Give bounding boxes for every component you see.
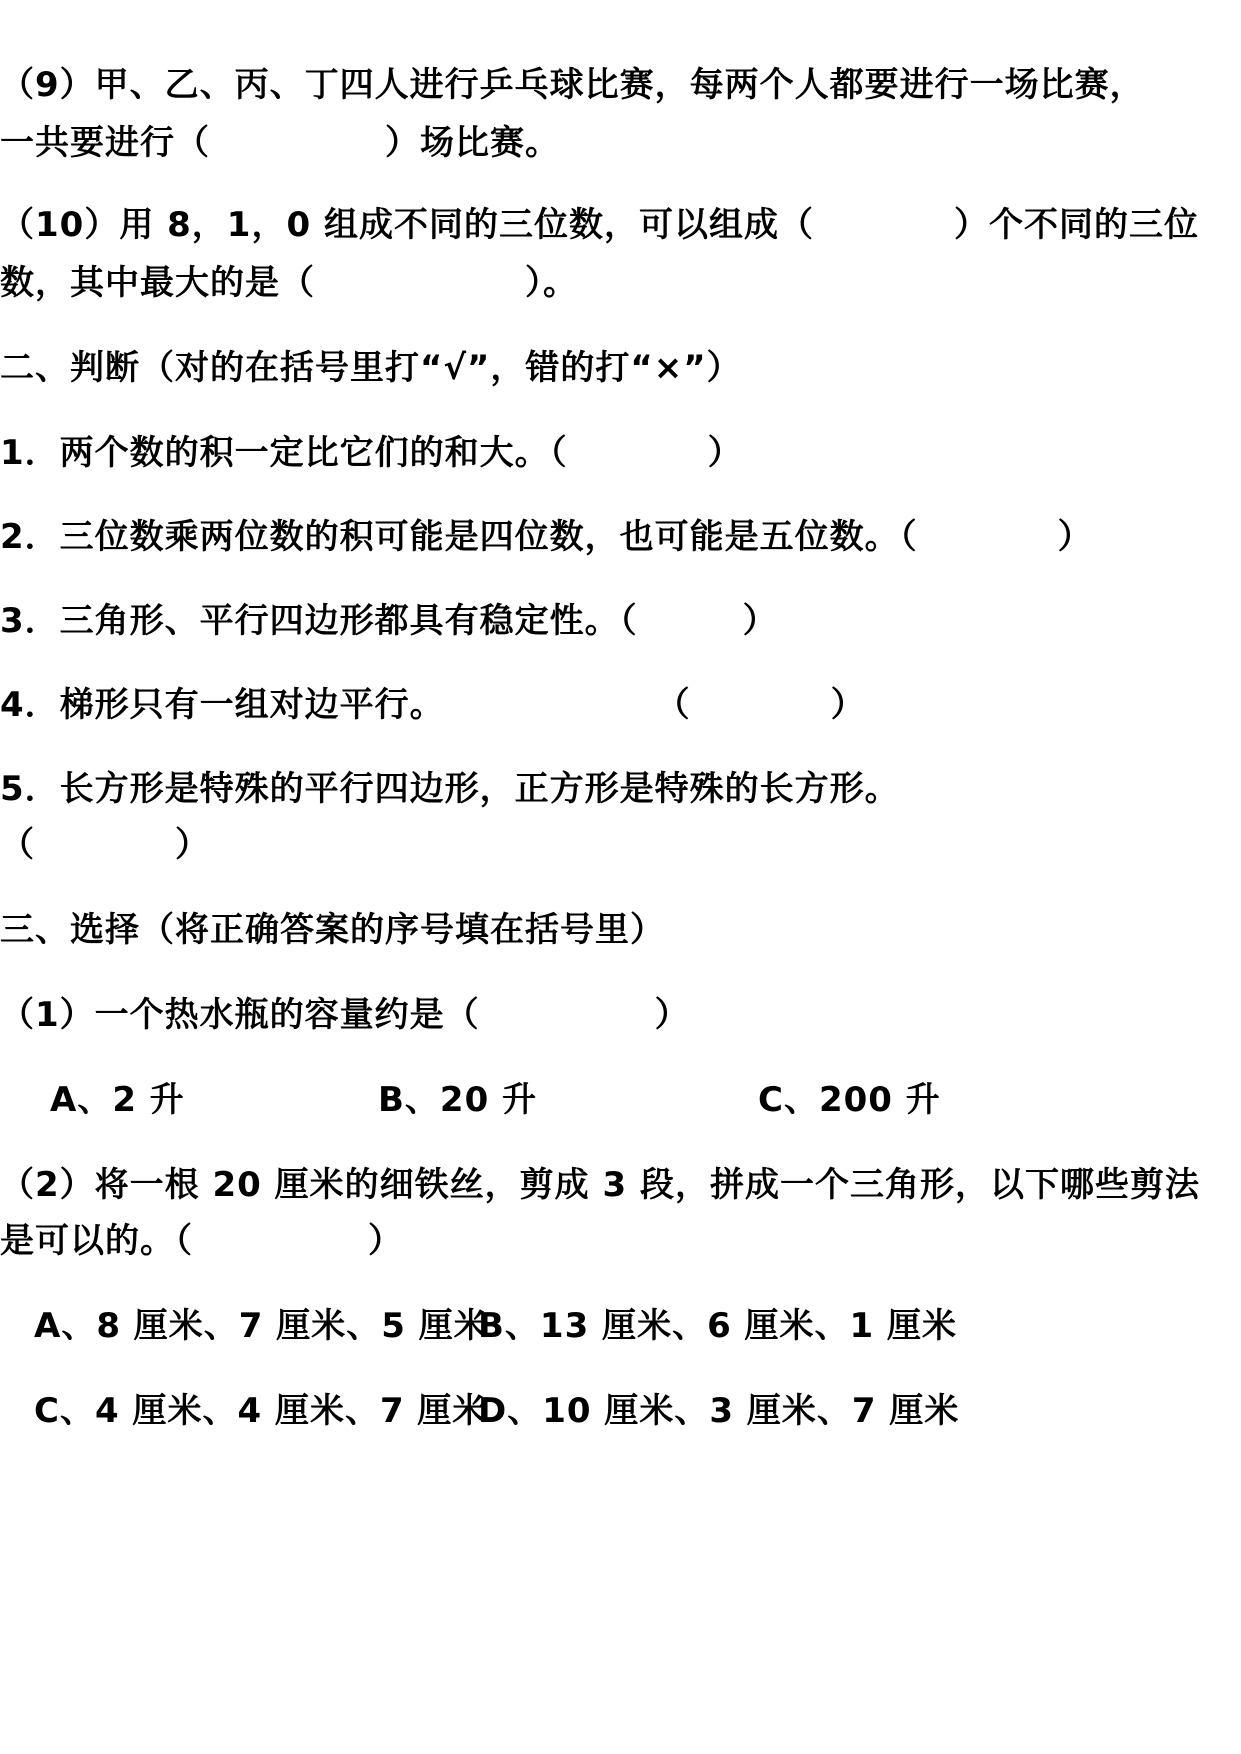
question-9-line-2: 一共要进行（ ）场比赛。 [0,123,560,163]
choice-1-option-b: B、20 升 [378,1080,538,1120]
choice-question-1: （1）一个热水瓶的容量约是（ ） [0,995,690,1035]
choice-1-option-c: C、200 升 [758,1080,941,1120]
question-9-line-1: （9）甲、乙、丙、丁四人进行乒乓球比赛，每两个人都要进行一场比赛， [0,65,1145,105]
choice-1-option-a: A、2 升 [50,1080,185,1120]
judgement-item-1: 1．两个数的积一定比它们的和大。（ ） [0,433,743,473]
judgement-item-2: 2．三位数乘两位数的积可能是四位数，也可能是五位数。（ ） [0,517,1093,557]
choice-2-option-b: B、13 厘米、6 厘米、1 厘米 [478,1306,958,1346]
choice-question-2-line-2: 是可以的。（ ） [0,1221,403,1261]
judgement-item-3: 3．三角形、平行四边形都具有稳定性。（ ） [0,601,778,641]
judgement-item-5-line-1: 5．长方形是特殊的平行四边形，正方形是特殊的长方形。 [0,769,900,809]
judgement-item-5-line-2: （ ） [0,825,210,865]
choice-question-2-line-1: （2）将一根 20 厘米的细铁丝，剪成 3 段，拼成一个三角形，以下哪些剪法 [0,1165,1200,1205]
question-10-line-2: 数，其中最大的是（ ）。 [0,263,578,303]
choice-2-option-c: C、4 厘米、4 厘米、7 厘米 [34,1391,488,1431]
judgement-item-4: 4．梯形只有一组对边平行。 （ ） [0,685,866,725]
section-judgement-heading: 二、判断（对的在括号里打“√”，错的打“×”） [0,348,742,388]
choice-2-option-a: A、8 厘米、7 厘米、5 厘米 [34,1306,489,1346]
choice-2-option-d: D、10 厘米、3 厘米、7 厘米 [478,1391,960,1431]
section-choice-heading: 三、选择（将正确答案的序号填在括号里） [0,910,665,950]
question-10-line-1: （10）用 8，1，0 组成不同的三位数，可以组成（ ）个不同的三位 [0,205,1199,245]
